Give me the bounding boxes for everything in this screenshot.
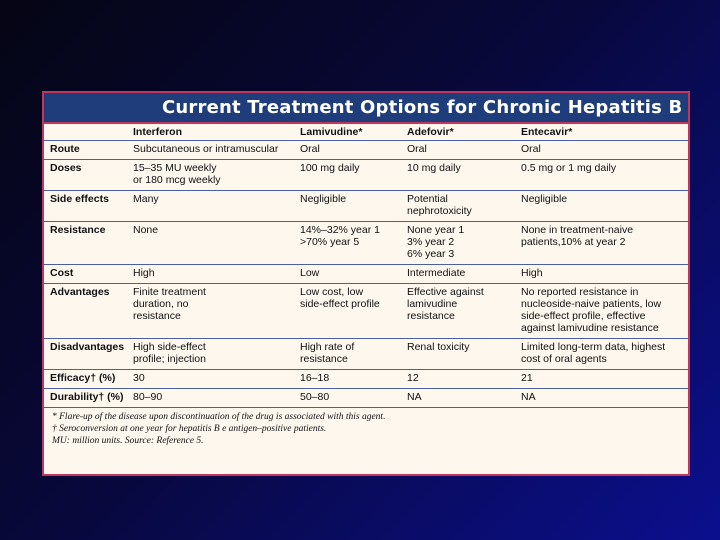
cell-text-line: None year 1 xyxy=(407,224,465,236)
cell-text-line: 10 mg daily xyxy=(407,162,461,174)
table-body xyxy=(44,141,688,408)
table-cell xyxy=(401,339,515,370)
table-cell xyxy=(127,222,294,265)
cell-text-line: None in treatment-naive xyxy=(521,224,634,236)
cell-text-line: Potential xyxy=(407,193,448,205)
footnotes xyxy=(44,408,688,447)
cell-text-line: profile; injection xyxy=(133,353,206,365)
table-cell xyxy=(127,141,294,160)
cell-text-line: Renal toxicity xyxy=(407,341,470,353)
row-label: Advantages xyxy=(44,284,127,339)
table-row xyxy=(44,141,688,160)
table-cell xyxy=(515,284,688,339)
table-cell xyxy=(294,222,401,265)
cell-text-line: Oral xyxy=(521,143,541,155)
row-label: Durability† (%) xyxy=(44,389,127,408)
table-cell xyxy=(515,265,688,284)
cell-text-line: or 180 mcg weekly xyxy=(133,174,221,186)
cell-text-line: Negligible xyxy=(521,193,568,205)
table-row xyxy=(44,160,688,191)
cell-text-line: resistance xyxy=(407,310,455,322)
cell-text-line: Intermediate xyxy=(407,267,466,279)
footnote-flare: * Flare-up of the disease upon discontinuation of the drug is associated with this agent. xyxy=(52,412,386,422)
table-cell xyxy=(294,191,401,222)
treatment-table-card xyxy=(42,91,690,476)
cell-text-line: Negligible xyxy=(300,193,347,205)
header-cell-interferon: Interferon xyxy=(127,124,294,141)
cell-text-line: 50–80 xyxy=(300,391,330,403)
table-cell xyxy=(515,222,688,265)
table-row xyxy=(44,389,688,408)
header-cell-adefovir: Adefovir* xyxy=(401,124,515,141)
table-row xyxy=(44,265,688,284)
table-cell xyxy=(294,141,401,160)
cell-text-line: duration, no xyxy=(133,298,189,310)
table-cell xyxy=(294,160,401,191)
header-row xyxy=(44,124,688,141)
cell-text-line: Oral xyxy=(407,143,427,155)
cell-text-line: Subcutaneous or intramuscular xyxy=(133,143,279,155)
table-cell xyxy=(515,389,688,408)
table-cell xyxy=(127,389,294,408)
cell-text-line: 12 xyxy=(407,372,419,384)
cell-text-line: resistance xyxy=(300,353,348,365)
table-row xyxy=(44,339,688,370)
table-cell xyxy=(127,160,294,191)
table-cell xyxy=(127,339,294,370)
table-cell xyxy=(515,370,688,389)
cell-text-line: Low cost, low xyxy=(300,286,364,298)
table-title: Current Treatment Options for Chronic Hepatitis B xyxy=(44,93,688,124)
cell-text-line: 6% year 3 xyxy=(407,248,455,260)
row-label: Cost xyxy=(44,265,127,284)
cell-text-line: 0.5 mg or 1 mg daily xyxy=(521,162,617,174)
cell-text-line: No reported resistance in xyxy=(521,286,639,298)
table-cell xyxy=(401,284,515,339)
cell-text-line: High xyxy=(133,267,155,279)
cell-text-line: 80–90 xyxy=(133,391,163,403)
header-cell-entecavir: Entecavir* xyxy=(515,124,688,141)
table-cell xyxy=(294,284,401,339)
cell-text-line: High xyxy=(521,267,543,279)
table-row xyxy=(44,222,688,265)
table-cell xyxy=(401,389,515,408)
cell-text-line: High rate of xyxy=(300,341,355,353)
table-cell xyxy=(515,339,688,370)
row-label: Route xyxy=(44,141,127,160)
table-cell xyxy=(294,389,401,408)
row-label: Doses xyxy=(44,160,127,191)
cell-text-line: 15–35 MU weekly xyxy=(133,162,217,174)
cell-text-line: resistance xyxy=(133,310,181,322)
cell-text-line: Low xyxy=(300,267,320,279)
table-cell xyxy=(401,160,515,191)
cell-text-line: Finite treatment xyxy=(133,286,206,298)
table-cell xyxy=(127,265,294,284)
cell-text-line: Many xyxy=(133,193,159,205)
table-cell xyxy=(294,265,401,284)
cell-text-line: High side-effect xyxy=(133,341,206,353)
cell-text-line: None xyxy=(133,224,159,236)
table-cell xyxy=(401,191,515,222)
table-row xyxy=(44,370,688,389)
treatment-options-table xyxy=(44,124,688,408)
table-row xyxy=(44,284,688,339)
cell-text-line: 3% year 2 xyxy=(407,236,455,248)
table-cell xyxy=(127,370,294,389)
cell-text-line: NA xyxy=(521,391,536,403)
table-cell xyxy=(127,284,294,339)
cell-text-line: Effective against xyxy=(407,286,484,298)
cell-text-line: 30 xyxy=(133,372,145,384)
footnote-seroconversion: † Seroconversion at one year for hepatitis B e antigen–positive patients. xyxy=(52,424,327,434)
cell-text-line: 14%–32% year 1 xyxy=(300,224,380,236)
cell-text-line: patients,10% at year 2 xyxy=(521,236,626,248)
cell-text-line: nephrotoxicity xyxy=(407,205,472,217)
cell-text-line: against lamivudine resistance xyxy=(521,322,659,334)
row-label: Side effects xyxy=(44,191,127,222)
table-cell xyxy=(401,222,515,265)
table-cell xyxy=(515,160,688,191)
cell-text-line: cost of oral agents xyxy=(521,353,607,365)
table-cell xyxy=(401,265,515,284)
header-cell-lamivudine: Lamivudine* xyxy=(294,124,401,141)
cell-text-line: >70% year 5 xyxy=(300,236,360,248)
table-row xyxy=(44,191,688,222)
table-cell xyxy=(127,191,294,222)
table-cell xyxy=(515,141,688,160)
table-cell xyxy=(401,370,515,389)
cell-text-line: 100 mg daily xyxy=(300,162,360,174)
table-cell xyxy=(294,370,401,389)
cell-text-line: 21 xyxy=(521,372,533,384)
row-label: Disadvantages xyxy=(44,339,127,370)
row-label: Resistance xyxy=(44,222,127,265)
cell-text-line: Oral xyxy=(300,143,320,155)
row-label: Efficacy† (%) xyxy=(44,370,127,389)
table-cell xyxy=(515,191,688,222)
cell-text-line: NA xyxy=(407,391,422,403)
cell-text-line: nucleoside-naive patients, low xyxy=(521,298,662,310)
header-cell-blank xyxy=(44,124,127,141)
cell-text-line: Limited long-term data, highest xyxy=(521,341,666,353)
cell-text-line: side-effect profile xyxy=(300,298,380,310)
cell-text-line: side-effect profile, effective xyxy=(521,310,646,322)
cell-text-line: 16–18 xyxy=(300,372,330,384)
cell-text-line: lamivudine xyxy=(407,298,458,310)
table-cell xyxy=(401,141,515,160)
table-cell xyxy=(294,339,401,370)
footnote-units-source: MU: million units. Source: Reference 5. xyxy=(52,436,204,446)
